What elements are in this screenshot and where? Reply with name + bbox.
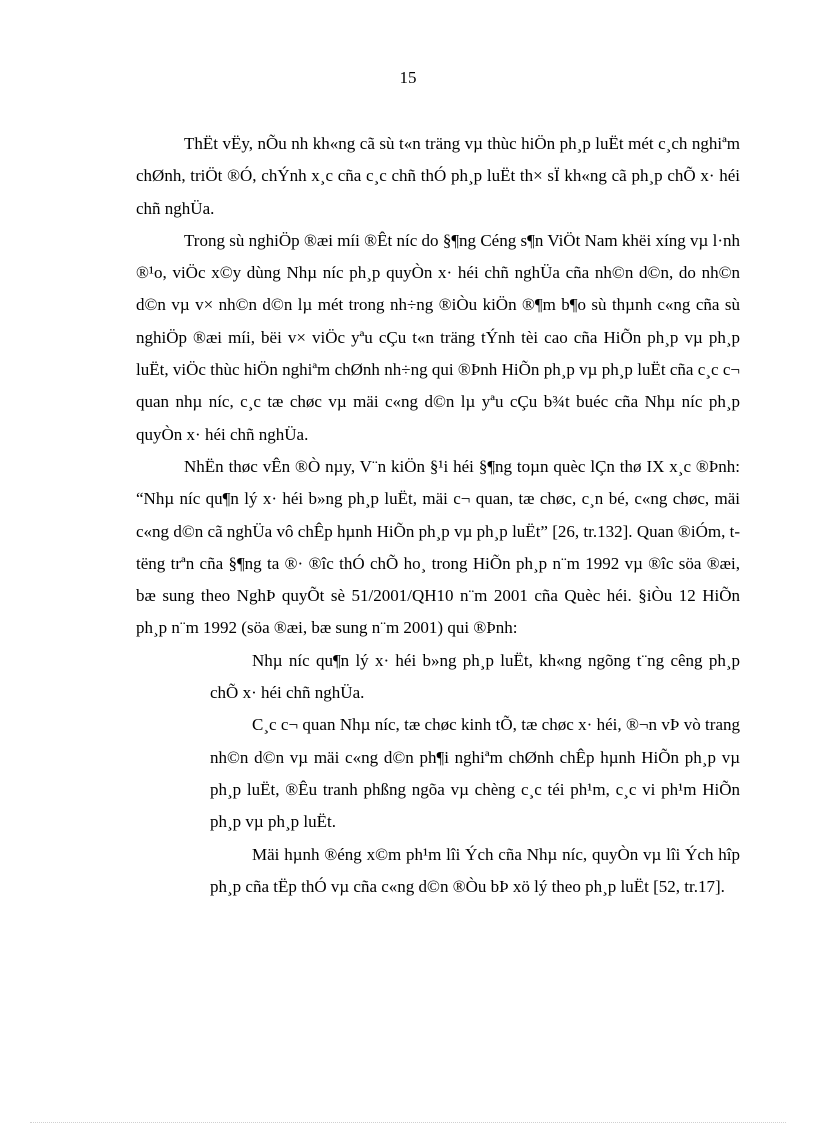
page-number: 15 [399, 68, 417, 87]
document-body [136, 128, 740, 903]
paragraph-1: ThËt vËy, nÕu nh kh«ng cã sù t«n träng vµ thùc hiÖn ph¸p luËt mét c¸ch nghiªm chØnh, triÖt ®Ó, chÝnh x¸c cña c¸c chñ thÓ ph¸p luËt th× sÏ kh«ng cã ph¸p chÕ x· héi chñ nghÜa. [136, 134, 740, 218]
paragraph-2: Trong sù nghiÖp ®æi míi ®Êt níc do §¶ng Céng s¶n ViÖt Nam khëi xíng vµ l·nh ®¹o, viÖc x©y dùng Nhµ níc ph¸p quyÒn x· héi chñ nghÜa cña nh©n d©n, do nh©n d©n vµ v× nh©n d©n lµ mét trong nh÷ng ®iÒu kiÖn ®¶m b¶o sù thµnh c«ng cña sù nghiÖp ®æi míi, bëi v× viÖc yªu cÇu t«n träng tÝnh tèi cao cña HiÕn ph¸p vµ ph¸p luËt, viÖc thùc hiÖn nghiªm chØnh nh÷ng qui ®Þnh HiÕn ph¸p vµ ph¸p luËt cña c¸c c¬ quan nhµ níc, c¸c tæ chøc vµ mäi c«ng d©n lµ yªu cÇu b¾t buéc cña Nhµ níc ph¸p quyÒn x· héi chñ nghÜa. [136, 230, 740, 444]
paragraph-3: NhËn thøc vÊn ®Ò nµy, V¨n kiÖn §¹i héi §¶ng toµn quèc lÇn thø IX x¸c ®Þnh: “Nhµ níc qu¶n lý x· héi b»ng ph¸p luËt, mäi c¬ quan, tæ chøc, c¸n bé, c«ng chøc, mäi c«ng d©n cã nghÜa vô chÊp hµnh HiÕn ph¸p vµ ph¸p luËt” [26, tr.132]. Quan ®iÓm, t tëng trªn cña §¶ng ta ®· ®îc thÓ chÕ ho¸ trong HiÕn ph¸p n¨m 1992 vµ ®îc söa ®æi, bæ sung theo NghÞ quyÕt sè 51/2001/QH10 n¨m 2001 cña Quèc héi. §iÒu 12 HiÕn ph¸p n¨m 1992 (söa ®æi, bæ sung n¨m 2001) qui ®Þnh: [136, 456, 740, 638]
quote-paragraph-2: C¸c c¬ quan Nhµ níc, tæ chøc kinh tÕ, tæ chøc x· héi, ®¬n vÞ vò trang nh©n d©n vµ mäi c«ng d©n ph¶i nghiªm chØnh chÊp hµnh HiÕn ph¸p vµ ph¸p luËt, ®Êu tranh phßng ngõa vµ chèng c¸c téi ph¹m, c¸c vi ph¹m HiÕn ph¸p vµ ph¸p luËt. [210, 715, 740, 832]
quote-paragraph-1: Nhµ níc qu¶n lý x· héi b»ng ph¸p luËt, kh«ng ngõng t¨ng cêng ph¸p chÕ x· héi chñ nghÜa. [210, 650, 740, 703]
constitution-quote [210, 645, 740, 903]
quote-paragraph-3: Mäi hµnh ®éng x©m ph¹m lîi Ých cña Nhµ níc, quyÒn vµ lîi Ých hîp ph¸p cña tËp thÓ vµ cña c«ng d©n ®Òu bÞ xö lý theo ph¸p luËt [52, tr.17]. [210, 844, 740, 896]
